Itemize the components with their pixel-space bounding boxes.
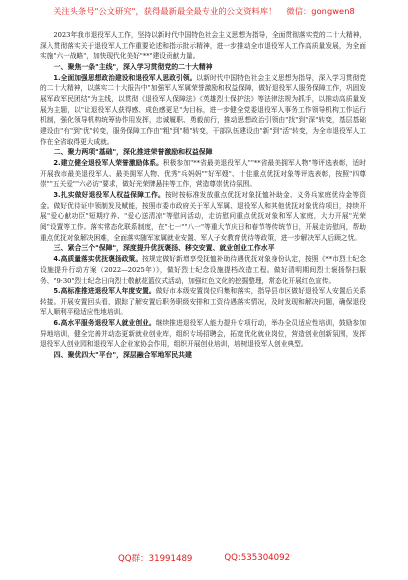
banner-left-text: 关注头条号"公文研究"，获得最新最全最专业的公文资料库！ — [53, 5, 277, 16]
paragraph-3 — [40, 190, 366, 243]
section-heading-2: 二、聚力两项"基础"，深化推进荣誉激励和权益保障 — [53, 148, 213, 157]
paragraph-3-title: 3.扎实做好退役军人权益保障工作。 — [53, 191, 165, 200]
paragraph-3-body: 按时按标准发放重点优抚对象抚恤补助金、义务兵家庭优待金等资金。做好优待证申领制发及赋能，按照市委市政府关于军人军属、退役军人和其他优抚对象优待项目，持续开展"爱心献功臣"短期疗养、"爱心送清凉"等慰问活动，走访慰问重点优抚对象和军人家庭，大力开展"光荣阅"设置等工作。落实常态化联系制度，在"七一""八一"等重大节庆日和春节等传统节日，开展走访慰问，帮助重点优抚对象解决困难，全面落实随军家属就业安置、军人子女教育优待等政策，进一步解决军人后顾之忧。 — [40, 191, 366, 242]
paragraph-1-title: 1.全面加强思想政治建设和退役军人思政引领。 — [53, 73, 197, 82]
footer-qq-group: QQ群：31991489 — [117, 554, 193, 564]
paragraph-6 — [40, 318, 366, 350]
paragraph-6-title: 6.高水平服务退役军人就业创业。 — [53, 319, 156, 328]
paragraph-1 — [40, 73, 366, 148]
section-heading-3: 三、紧合三个"保障"，深度提升优抚褒扬、移交安置、就业创业工作水平 — [53, 244, 275, 253]
top-banner — [0, 0, 408, 22]
section-heading-1: 一、聚焦一条"主线"，深入学习贯彻党的二十大精神 — [53, 62, 213, 71]
intro-paragraph: 2023年我市退役军人工作，坚持以新时代中国特色社会主义思想为指导，全面贯彻落实党的二十大精神，深入贯彻落实关于退役军人工作重要论述和指示批示精神，进一步推动全市退役军人工作高质量发展，为全面实施"六一战略"，加快现代化美好"**"建设贡献力量。 — [40, 31, 366, 61]
section-heading-4: 四、聚优四大"平台"，深层融合军地军民共建 — [53, 351, 192, 360]
paragraph-2-title: 2.建立健全退役军人荣誉激励体系。 — [53, 159, 163, 168]
paragraph-6-body: 继续推进退役军人能力提升专项行动，举办全员适应性培训，鼓励参加异地培训，健全完善并动态更新就业创业库，组织专场招聘会，拓宽优化就业岗位，营造创业创新氛围，发挥退役军人创业园和退役军人企业家协会作用，组织开展创业培训，培树退役军人创业典型。 — [40, 319, 366, 349]
paragraph-4 — [40, 254, 366, 286]
paragraph-2 — [40, 158, 366, 190]
paragraph-4-body: 按规定做好新增享受抚恤补助待遇优抚对象身份认定，按照《**市烈士纪念设施提升行动方案（2022—2025年）》，做好烈士纪念设施提档改造工程。做好清明期间烈士褒扬祭扫服务、"9·30"烈士纪念日向烈士敬献花篮仪式活动，加强红色文化的挖掘整理，常态化开展红色宣传。 — [40, 255, 366, 285]
document-page — [40, 30, 366, 545]
paragraph-5-body: 做好市本级安置岗位归集和落实，指导县市区做好退役军人安置后关系转接。开展安置回头看，跟踪了解安置后职务职级安排和工资待遇落实情况，及时发现和解决问题，确保退役军人顺利平稳适应性地培训。 — [40, 287, 366, 317]
paragraph-2-body: 积极参加"**省最美退役军人""**省最美拥军人物"等评选表彰，适时开展我市最美退役军人、最美拥军人物、优秀"兵妈妈""好军嫂"、十佳重点优抚对象等评选表彰，按照"四尊崇""五关爱""六必访"要求，做好光荣牌悬挂等工作，营造尊崇优待氛围。 — [40, 159, 366, 189]
footer-qq-number: QQ:535304092 — [224, 553, 291, 563]
banner-right-text: 微信：gongwen8 — [286, 5, 355, 16]
paragraph-4-title: 4.高质量落实优抚褒扬政策。 — [53, 255, 143, 264]
footer-contact — [0, 548, 408, 568]
paragraph-5 — [40, 286, 366, 318]
paragraph-5-title: 5.高标准推进退役军人年度安置。 — [53, 287, 156, 296]
paragraph-1-body: 以新时代中国特色社会主义思想为指导，深入学习贯彻党的二十大精神，以落实二十大报告中"加强军人军属荣誉激励和权益保障，做好退役军人服务保障工作，巩固发展军政军民团结"为主线，以贯彻《退役军人保障法》《英雄烈士保护法》等法律法规为抓手，以推动高质量发展为主题，以"让退役军人获得感、成色感更足"为目标，进一步健全党委退役军人事务工作领导机构工作运行机制，强化领导机构统筹协作用发挥，忠诚履职、勇毅前行，推动思想政治引领由"找"到"深"转变，基层基础建设由"有"到"优"转变，服务保障工作由"粗"到"精"转变，干部队伍建设由"新"到"活"转变，为全市退役军人工作在全省取得更大成就。 — [40, 73, 366, 146]
